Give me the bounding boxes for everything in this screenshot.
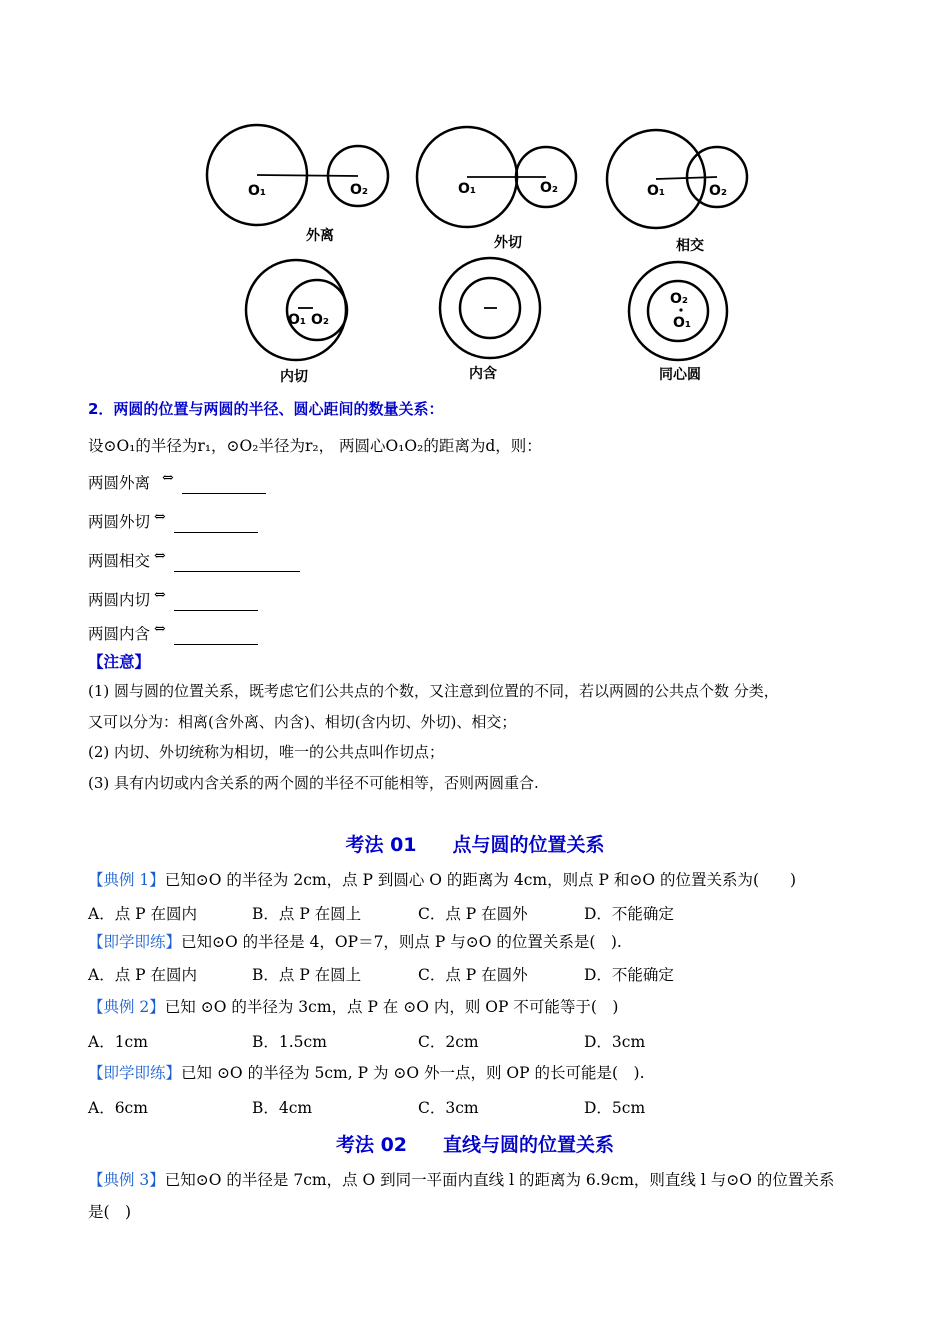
intersect-center-line (656, 177, 717, 179)
equivalence-icon: ⇔ (154, 509, 166, 525)
answer-blank (182, 477, 266, 494)
option-d[interactable]: D．不能确定 (584, 966, 674, 984)
answer-blank (174, 555, 300, 572)
option-c[interactable]: C．点 P 在圆外 (418, 966, 528, 984)
note-line: 又可以分为：相离(含外离、内含)、相切(含内切、外切)、相交； (88, 713, 517, 731)
intersect-big-circle (607, 130, 705, 228)
question-text: 已知 ⊙O 的半径为 5cm, P 为 ⊙O 外一点，则 OP 的长可能是( ). (181, 1064, 645, 1082)
note-line: (1) 圆与圆的位置关系，既考虑它们公共点的个数，又注意到位置的不同，若以两圆的公共点个数 分类， (88, 682, 779, 700)
relation-label: 两圆内含 (88, 625, 151, 643)
option-c[interactable]: C．3cm (418, 1099, 479, 1117)
concentric-big-circle (629, 262, 727, 360)
separate-center-line (257, 175, 358, 176)
int-tangent-small-circle (287, 280, 347, 340)
circle-positions-figure (200, 115, 760, 390)
note-line: (2) 内切、外切统称为相切，唯一的公共点叫作切点； (88, 743, 445, 761)
answer-blank (174, 516, 258, 533)
label-o1: O₁ (248, 183, 267, 199)
example-question (88, 996, 618, 1018)
example-question (88, 1169, 834, 1191)
intro-text: 设⊙O₁的半径为r₁，⊙O₂半径为r₂， 两圆心O₁O₂的距离为d，则： (88, 437, 542, 455)
equivalence-icon: ⇔ (154, 587, 166, 603)
option-a[interactable]: A．点 P 在圆内 (88, 966, 197, 984)
int-tangent-big-circle (246, 260, 346, 360)
practice-question (88, 1062, 645, 1084)
example-tag: 【典例 3】 (88, 1171, 165, 1189)
label-o2: O₂ (350, 182, 369, 198)
example-tag: 【典例 1】 (88, 871, 165, 889)
relation-row-separate (88, 467, 266, 494)
label-o1: O₁ (647, 183, 666, 199)
label-o2: O₂ (540, 180, 559, 196)
concentric-center-dot (679, 308, 682, 311)
option-a[interactable]: A．点 P 在圆内 (88, 905, 197, 923)
caption-separate: 外离 (306, 228, 334, 244)
relation-row-contain (88, 618, 258, 645)
answer-blank (174, 594, 258, 611)
question-text: 已知⊙O 的半径是 4，OP＝7，则点 P 与⊙O 的位置关系是( ). (181, 933, 622, 951)
question-text: 已知⊙O 的半径为 2cm，点 P 到圆心 O 的距离为 4cm，则点 P 和⊙O 的位置关系为( ) (164, 871, 797, 889)
question-text: 已知⊙O 的半径是 7cm，点 O 到同一平面内直线 l 的距离为 6.9cm，则直线 l 与⊙O 的位置关系 (164, 1171, 835, 1189)
label-o1: O₁ (673, 315, 692, 331)
method-heading (0, 1130, 950, 1157)
option-b[interactable]: B．点 P 在圆上 (252, 905, 362, 923)
method-number: 考法 02 (335, 1134, 408, 1156)
option-c[interactable]: C．2cm (418, 1033, 479, 1051)
caption-contain: 内含 (469, 366, 497, 382)
equivalence-icon: ⇔ (162, 470, 174, 486)
equivalence-icon: ⇔ (154, 621, 166, 637)
relation-label: 两圆外切 (88, 513, 151, 531)
label-o1: O₁ (288, 312, 307, 328)
concentric-small-circle (648, 281, 708, 341)
option-d[interactable]: D．5cm (584, 1099, 646, 1117)
label-o2: O₂ (670, 291, 689, 307)
answer-blank (174, 628, 258, 645)
question-continuation: 是( ) (88, 1203, 132, 1221)
option-a[interactable]: A．6cm (88, 1099, 148, 1117)
note-title: 【注意】 (88, 653, 151, 671)
label-o2: O₂ (311, 312, 330, 328)
option-c[interactable]: C．点 P 在圆外 (418, 905, 528, 923)
method-heading (0, 830, 950, 857)
label-o1: O₁ (458, 181, 477, 197)
practice-tag: 【即学即练】 (88, 1064, 182, 1082)
caption-intersect: 相交 (676, 238, 704, 254)
question-text: 已知 ⊙O 的半径为 3cm，点 P 在 ⊙O 内，则 OP 不可能等于( ) (164, 998, 619, 1016)
option-b[interactable]: B．4cm (252, 1099, 313, 1117)
option-a[interactable]: A．1cm (88, 1033, 148, 1051)
section-title: 2．两圆的位置与两圆的半径、圆心距间的数量关系： (88, 400, 444, 418)
relation-label: 两圆外离 (88, 474, 151, 492)
method-title: 点与圆的位置关系 (452, 834, 605, 856)
practice-question (88, 931, 622, 953)
method-number: 考法 01 (345, 834, 417, 856)
label-o2: O₂ (709, 183, 728, 199)
relation-row-ext-tangent (88, 506, 258, 533)
option-b[interactable]: B．点 P 在圆上 (252, 966, 362, 984)
option-d[interactable]: D．3cm (584, 1033, 646, 1051)
relation-row-intersect (88, 545, 300, 572)
option-b[interactable]: B．1.5cm (252, 1033, 327, 1051)
relation-row-int-tangent (88, 584, 258, 611)
example-tag: 【典例 2】 (88, 998, 165, 1016)
example-question (88, 869, 796, 891)
caption-ext-tangent: 外切 (494, 235, 522, 251)
practice-tag: 【即学即练】 (88, 933, 182, 951)
note-line: (3) 具有内切或内含关系的两个圆的半径不可能相等，否则两圆重合. (88, 774, 539, 792)
relation-label: 两圆相交 (88, 552, 151, 570)
equivalence-icon: ⇔ (154, 548, 166, 564)
caption-int-tangent: 内切 (280, 369, 308, 385)
option-d[interactable]: D．不能确定 (584, 905, 674, 923)
caption-concentric: 同心圆 (659, 367, 701, 383)
relation-label: 两圆内切 (88, 591, 151, 609)
method-title: 直线与圆的位置关系 (443, 1134, 615, 1156)
